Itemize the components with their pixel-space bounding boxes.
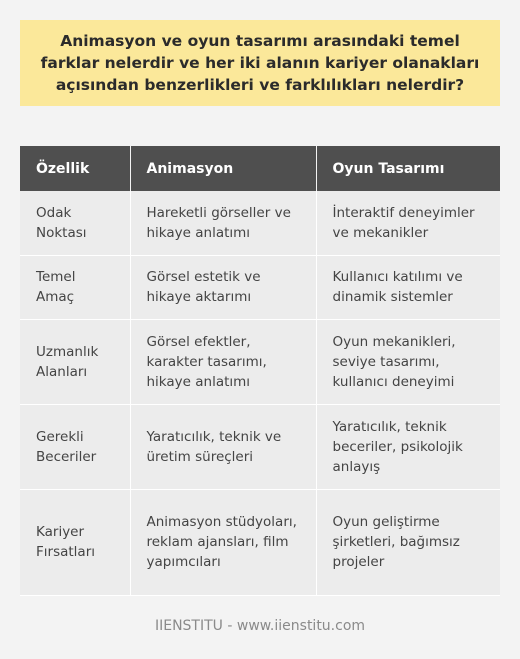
header-feature: Özellik — [20, 146, 130, 191]
page-title: Animasyon ve oyun tasarımı arasındaki temel farklar nelerdir ve her iki alanın kariyer olanakları açısından benzerlikleri ve farklılıkları nelerdir? — [40, 32, 480, 94]
row-animation: Hareketli görseller ve hikaye anlatımı — [130, 191, 316, 255]
table-row — [20, 319, 500, 404]
header-game-design: Oyun Tasarımı — [316, 146, 500, 191]
table-row — [20, 191, 500, 255]
table-row — [20, 404, 500, 489]
title-banner — [20, 20, 500, 106]
row-animation: Görsel efektler, karakter tasarımı, hikaye anlatımı — [130, 319, 316, 404]
row-animation: Yaratıcılık, teknik ve üretim süreçleri — [130, 404, 316, 489]
row-animation: Görsel estetik ve hikaye aktarımı — [130, 255, 316, 319]
table-row — [20, 255, 500, 319]
comparison-table — [20, 146, 500, 596]
row-feature: Temel Amaç — [20, 255, 130, 319]
row-feature: Odak Noktası — [20, 191, 130, 255]
footer-credit: IIENSTITU - www.iienstitu.com — [154, 618, 366, 634]
row-feature: Gerekli Beceriler — [20, 404, 130, 489]
row-feature: Kariyer Fırsatları — [20, 489, 130, 595]
row-game-design: Kullanıcı katılımı ve dinamik sistemler — [316, 255, 500, 319]
table-row — [20, 489, 500, 595]
row-game-design: Oyun mekanikleri, seviye tasarımı, kullanıcı deneyimi — [316, 319, 500, 404]
table-header-row — [20, 146, 500, 191]
row-feature: Uzmanlık Alanları — [20, 319, 130, 404]
row-game-design: Yaratıcılık, teknik beceriler, psikolojik anlayış — [316, 404, 500, 489]
row-game-design: İnteraktif deneyimler ve mekanikler — [316, 191, 500, 255]
row-game-design: Oyun geliştirme şirketleri, bağımsız projeler — [316, 489, 500, 595]
row-animation: Animasyon stüdyoları, reklam ajansları, film yapımcıları — [130, 489, 316, 595]
header-animation: Animasyon — [130, 146, 316, 191]
